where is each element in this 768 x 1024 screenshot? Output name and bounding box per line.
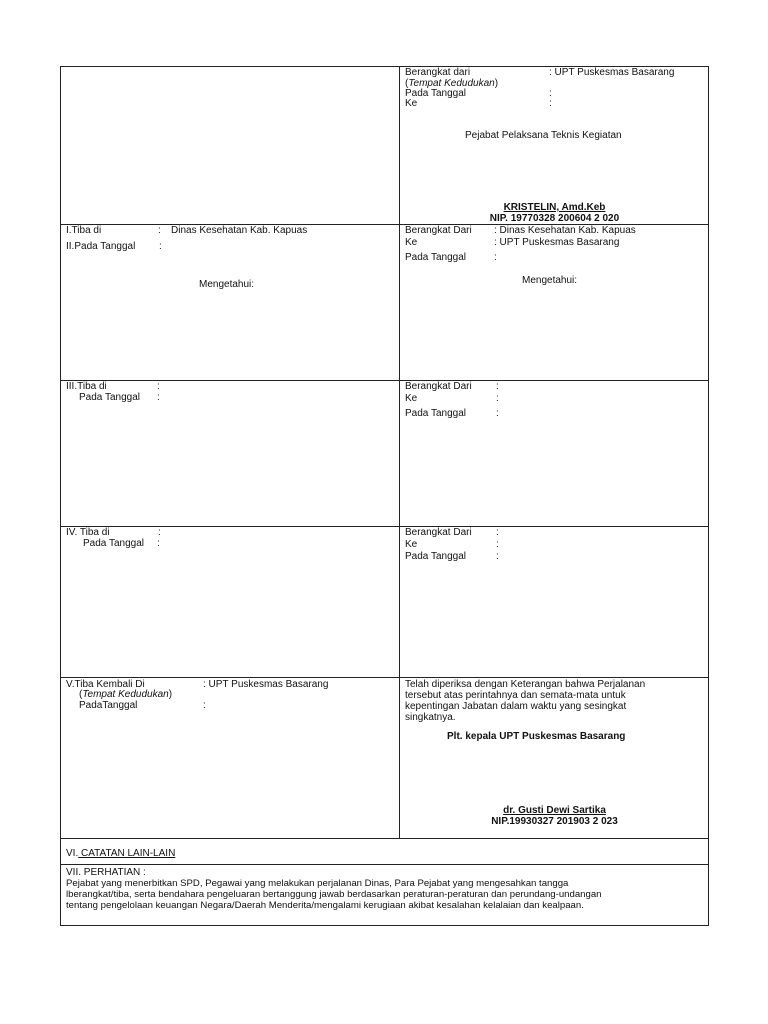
- tiba-di-label: I.Tiba di: [66, 225, 102, 236]
- mengetahui-label: Mengetahui:: [522, 275, 578, 286]
- tiba-kembali-label: V.Tiba Kembali Di: [66, 679, 145, 690]
- pada-tanggal-colon: :: [496, 408, 499, 419]
- pada-tanggal-colon: :: [157, 392, 160, 403]
- ke-label: Ke: [405, 98, 418, 109]
- catatan-number: VI.: [66, 848, 79, 859]
- ke-label: Ke: [405, 393, 418, 404]
- pada-tanggal-colon: :: [494, 252, 497, 263]
- signer-block-bottom: [400, 805, 709, 827]
- pada-tanggal-label: Pada Tanggal: [405, 408, 466, 419]
- tempat-kedudukan-label: Tempat Kedudukan: [408, 78, 495, 89]
- ke-label: Ke: [405, 539, 418, 550]
- ke-label: Ke: [405, 237, 418, 248]
- berangkat-dari-label: Berangkat dari: [405, 67, 471, 78]
- tiba-di-label: IV. Tiba di: [66, 527, 110, 538]
- row-divider-5: [60, 838, 709, 839]
- pada-tanggal-colon: :: [496, 551, 499, 562]
- form-table: [60, 66, 709, 926]
- tiba-di-colon: :: [158, 527, 161, 538]
- paren-close: ): [168, 689, 173, 700]
- signer-block-top: [400, 202, 709, 224]
- statement-line: Telah diperiksa dengan Keterangan bahwa Perjalanan: [405, 679, 646, 690]
- perhatian-line: tentang pengelolaan keuangan Negara/Daerah Menderita/mengalami kerugiaan akibat kesalahan kelalaian dan kealpaan.: [66, 900, 584, 911]
- pada-tanggal-colon: :: [203, 700, 206, 711]
- pada-tanggal-colon: :: [157, 538, 160, 549]
- perhatian-line: lberangkat/tiba, serta bendahara pengeluaran bertanggung jawab berdasarkan peraturan-peraturan dan perundang-undangan: [66, 889, 602, 900]
- pada-tanggal-label: Pada Tanggal: [405, 252, 466, 263]
- tiba-di-colon: :: [158, 225, 161, 236]
- tempat-kedudukan-label: Tempat Kedudukan: [82, 689, 169, 700]
- perhatian-body: [66, 878, 702, 911]
- catatan-heading: [66, 848, 175, 859]
- pada-tanggal-label: Pada Tanggal: [405, 551, 466, 562]
- pada-tanggal-label: Pada Tanggal: [405, 88, 466, 99]
- perhatian-line: Pejabat yang menerbitkan SPD, Pegawai yang melakukan perjalanan Dinas, Para Pejabat yang mengesahkan tangga: [66, 878, 569, 889]
- examination-statement: [405, 679, 705, 723]
- berangkat-dari-label: Berangkat Dari: [405, 225, 472, 236]
- tiba-di-colon: :: [157, 381, 160, 392]
- pada-tanggal-colon: :: [159, 241, 162, 252]
- signer-name: KRISTELIN, Amd.Keb: [503, 202, 606, 213]
- paren-open: (: [79, 689, 83, 700]
- tiba-di-value: Dinas Kesehatan Kab. Kapuas: [171, 225, 308, 236]
- ke-colon: :: [496, 393, 499, 404]
- row-divider-6: [60, 864, 709, 865]
- signer-name: dr. Gusti Dewi Sartika: [503, 805, 606, 816]
- statement-line: kepentingan Jabatan dalam waktu yang sesingkat: [405, 701, 627, 712]
- berangkat-dari-value: : Dinas Kesehatan Kab. Kapuas: [494, 225, 636, 236]
- pada-tanggal-label: Pada Tanggal: [79, 392, 140, 403]
- berangkat-dari-label: Berangkat Dari: [405, 381, 472, 392]
- tiba-di-label: III.Tiba di: [66, 381, 107, 392]
- berangkat-dari-colon: :: [496, 527, 499, 538]
- berangkat-dari-colon: :: [496, 381, 499, 392]
- pada-tanggal-label: Pada Tanggal: [83, 538, 144, 549]
- paren-close: ): [494, 78, 499, 89]
- pada-tanggal-colon: :: [549, 88, 552, 99]
- mengetahui-label: Mengetahui:: [199, 279, 255, 290]
- berangkat-dari-label: Berangkat Dari: [405, 527, 472, 538]
- pada-tanggal-label: PadaTanggal: [79, 700, 138, 711]
- statement-line: tersebut atas perintahnya dan semata-mata untuk: [405, 690, 626, 701]
- signer-nip: NIP. 19770328 200604 2 020: [489, 213, 620, 224]
- ke-value: : UPT Puskesmas Basarang: [494, 237, 620, 248]
- row-divider-4: [60, 677, 709, 678]
- ke-colon: :: [496, 539, 499, 550]
- signer-nip: NIP.19930327 201903 2 023: [491, 816, 618, 827]
- perhatian-title: VII. PERHATIAN :: [66, 867, 146, 878]
- pada-tanggal-label: II.Pada Tanggal: [66, 241, 136, 252]
- statement-line: singkatnya.: [405, 712, 456, 723]
- catatan-label: CATATAN LAIN-LAIN: [78, 848, 176, 859]
- berangkat-dari-value: : UPT Puskesmas Basarang: [549, 67, 675, 78]
- kepala-title: Plt. kepala UPT Puskesmas Basarang: [447, 731, 626, 742]
- tempat-kedudukan-note: [79, 689, 172, 700]
- column-divider: [399, 66, 400, 838]
- pejabat-title: Pejabat Pelaksana Teknis Kegiatan: [465, 130, 622, 141]
- tiba-kembali-value: : UPT Puskesmas Basarang: [203, 679, 329, 690]
- ke-colon: :: [549, 98, 552, 109]
- paren-open: (: [405, 78, 409, 89]
